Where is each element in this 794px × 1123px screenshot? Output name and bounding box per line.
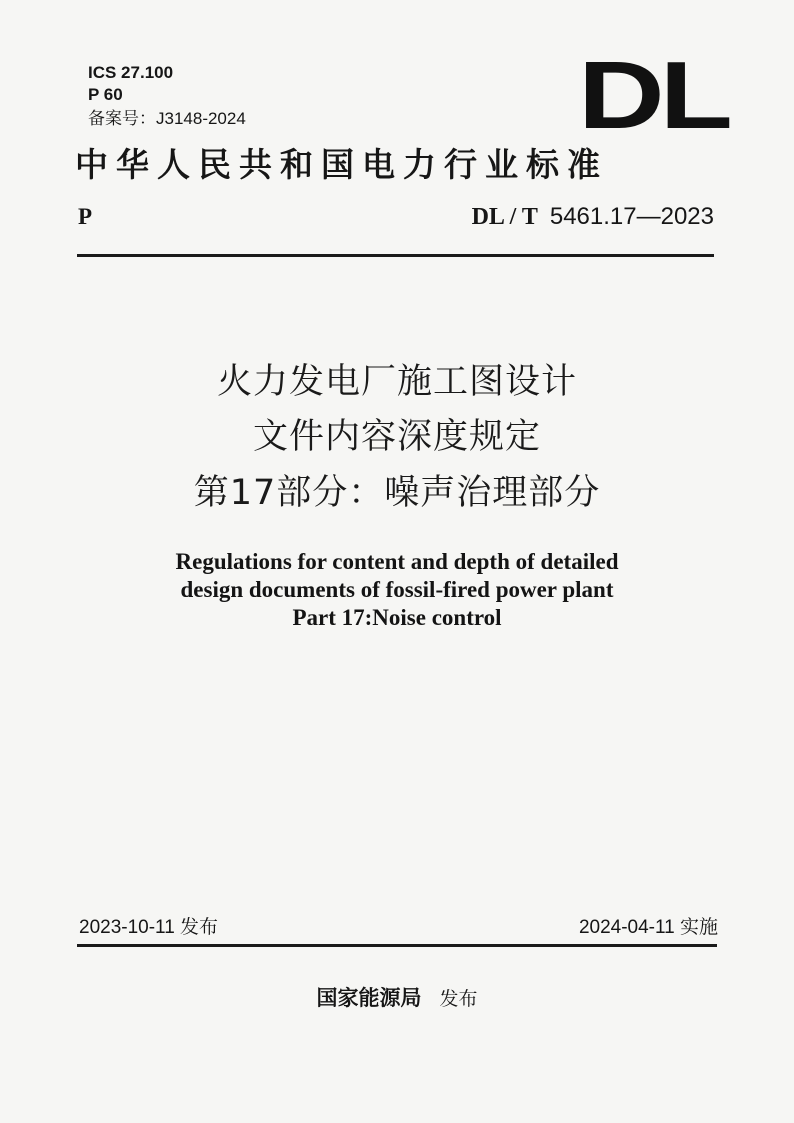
standard-number: [472, 202, 714, 232]
implementation-date: 2024-04-11 实施: [578, 917, 718, 938]
standard-prefix: DL / T: [471, 204, 538, 230]
filing-number: 备案号：J3148-2024: [88, 109, 246, 128]
standard-title: 中华人民共和国电力行业标准: [75, 145, 608, 184]
ccs-code: P 60: [88, 85, 123, 104]
en-title-line-2: design documents of fossil-fired power plant: [180, 577, 614, 602]
standard-code: 5461.17—2023: [549, 203, 714, 230]
header-divider: [77, 254, 714, 257]
ics-code: ICS 27.100: [88, 63, 174, 82]
footer-divider: [77, 944, 717, 947]
publisher-suffix: 发布: [439, 988, 478, 1010]
category-letter: P: [78, 204, 93, 229]
issue-date: 2023-10-11 发布: [79, 917, 219, 938]
publisher: [0, 984, 794, 1013]
cn-title-line-2: 文件内容深度规定: [252, 417, 541, 457]
en-title-line-3: Part 17:Noise control: [292, 605, 502, 630]
cn-title-line-1: 火力发电厂施工图设计: [216, 362, 577, 402]
publisher-name: 国家能源局: [316, 986, 422, 1010]
cn-title-line-3: 第17部分：噪声治理部分: [193, 473, 601, 513]
en-title-line-1: Regulations for content and depth of detailed: [175, 549, 619, 574]
dl-logo: DL: [578, 42, 728, 149]
